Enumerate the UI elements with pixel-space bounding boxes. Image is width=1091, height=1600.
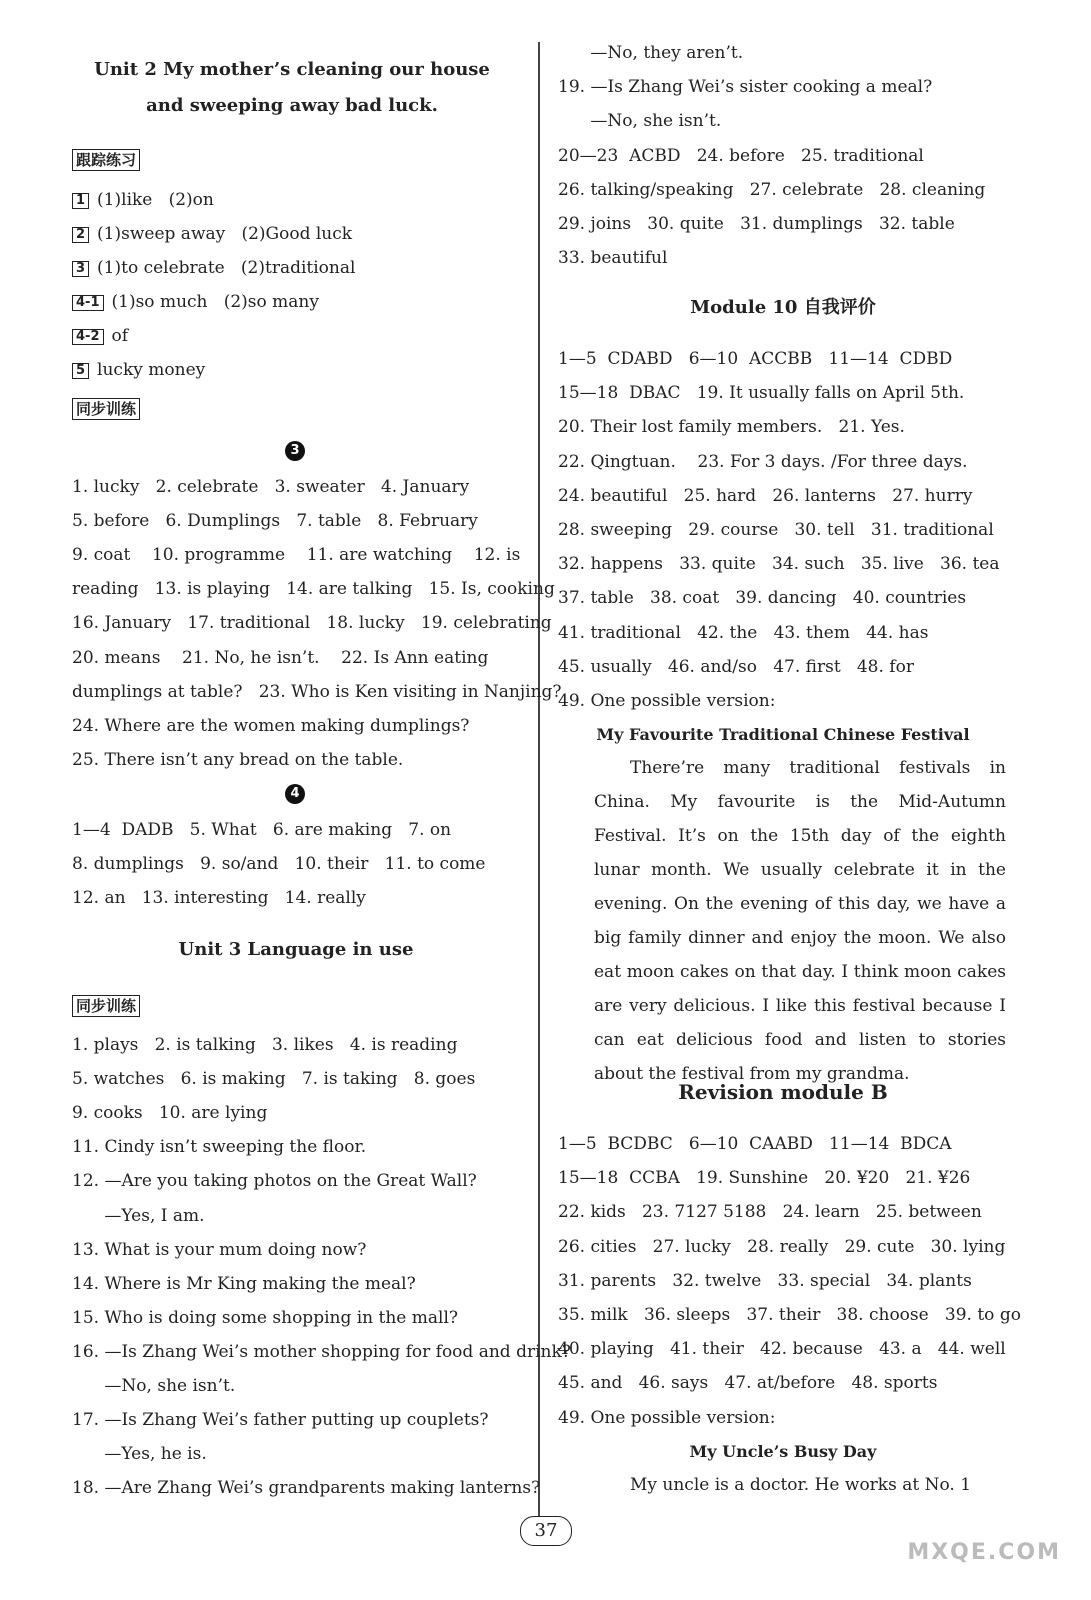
unit3-line: 13. What is your mum doing now? <box>72 1239 367 1260</box>
unit2-title-line2: and sweeping away bad luck. <box>146 95 438 116</box>
badge-sync-training-2: 同步训练 <box>72 995 140 1017</box>
track-item-number: 3 <box>72 261 89 277</box>
track-item <box>72 189 214 211</box>
rtop-line: 26. talking/speaking 27. celebrate 28. cleaning <box>558 179 986 200</box>
track-item <box>72 223 352 245</box>
sec4-line: 8. dumplings 9. so/and 10. their 11. to come <box>72 854 486 874</box>
unit3-line: 18. —Are Zhang Wei’s grandparents making lanterns? <box>72 1478 541 1499</box>
sec3-line: 16. January 17. traditional 18. lucky 19. celebrating <box>72 613 552 634</box>
unit3-line: 9. cooks 10. are lying <box>72 1103 268 1124</box>
track-item <box>72 291 319 313</box>
unit2-title-line1: Unit 2 My mother’s cleaning our house <box>94 59 490 80</box>
unit3-line: 14. Where is Mr King making the meal? <box>72 1273 416 1294</box>
rtop-line: 29. joins 30. quite 31. dumplings 32. table <box>558 214 955 234</box>
rtop-line: —No, they aren’t. <box>558 43 744 63</box>
sec3-line: 9. coat 10. programme 11. are watching 12. is <box>72 545 521 566</box>
m10-line: 45. usually 46. and/so 47. first 48. for <box>558 656 914 677</box>
essay2-text: My uncle is a doctor. He works at No. 1 <box>630 1475 972 1495</box>
track-item-text: of <box>111 326 129 346</box>
rev-line: 31. parents 32. twelve 33. special 34. plants <box>558 1270 972 1291</box>
badge-sync-training-1: 同步训练 <box>72 398 140 420</box>
m10-line: 20. Their lost family members. 21. Yes. <box>558 417 905 438</box>
rtop-line: 19. —Is Zhang Wei’s sister cooking a meal? <box>558 77 933 98</box>
m10-line: 1—5 CDABD 6—10 ACCBB 11—14 CDBD <box>558 349 953 369</box>
rev-line: 49. One possible version: <box>558 1407 776 1428</box>
unit3-line: —No, she isn’t. <box>72 1376 236 1396</box>
m10-line: 37. table 38. coat 39. dancing 40. countries <box>558 588 967 609</box>
m10-line: 32. happens 33. quite 34. such 35. live 36. tea <box>558 554 1000 575</box>
unit3-line: 17. —Is Zhang Wei’s father putting up couplets? <box>72 1410 489 1431</box>
sec3-line: dumplings at table? 23. Who is Ken visiting in Nanjing? <box>72 681 562 702</box>
track-item-number: 4-1 <box>72 295 104 311</box>
rev-line: 22. kids 23. 7127 5188 24. learn 25. between <box>558 1202 982 1223</box>
rev-line: 40. playing 41. their 42. because 43. a 44. well <box>558 1339 1006 1360</box>
track-item-text: (1)so much (2)so many <box>111 292 319 312</box>
rev-line: 15—18 CCBA 19. Sunshine 20. ¥20 21. ¥26 <box>558 1168 971 1189</box>
track-item-text: lucky money <box>97 360 206 380</box>
rtop-line: 20—23 ACBD 24. before 25. traditional <box>558 145 924 166</box>
m10-line: 15—18 DBAC 19. It usually falls on April 5th. <box>558 383 965 404</box>
rtop-line: 33. beautiful <box>558 248 668 269</box>
section-4-marker: 4 <box>285 784 305 804</box>
track-item-text: (1)like (2)on <box>97 190 214 210</box>
track-item-text: (1)to celebrate (2)traditional <box>97 258 356 278</box>
rev-line: 35. milk 36. sleeps 37. their 38. choose 39. to go <box>558 1305 1021 1325</box>
track-item <box>72 325 128 347</box>
m10-line: 28. sweeping 29. course 30. tell 31. traditional <box>558 520 994 540</box>
unit3-line: 1. plays 2. is talking 3. likes 4. is reading <box>72 1035 458 1055</box>
unit3-line: 16. —Is Zhang Wei’s mother shopping for food and drink? <box>72 1341 571 1362</box>
m10-line: 49. One possible version: <box>558 691 776 711</box>
unit3-line: —Yes, he is. <box>72 1444 207 1465</box>
rev-line: 26. cities 27. lucky 28. really 29. cute 30. lying <box>558 1236 1006 1257</box>
unit3-line: 11. Cindy isn’t sweeping the floor. <box>72 1137 367 1158</box>
m10-line: 22. Qingtuan. 23. For 3 days. /For three days. <box>558 451 968 472</box>
page-number: 37 <box>520 1516 572 1546</box>
sec3-line: 24. Where are the women making dumplings? <box>72 715 470 736</box>
unit3-line: 15. Who is doing some shopping in the mall? <box>72 1307 459 1328</box>
sec3-line: reading 13. is playing 14. are talking 15. Is, cooking <box>72 579 555 600</box>
sec3-line: 25. There isn’t any bread on the table. <box>72 749 404 770</box>
watermark: MXQE.COM <box>907 1540 1061 1565</box>
column-divider <box>538 42 540 1522</box>
track-item-number: 4-2 <box>72 329 104 345</box>
rev-line: 1—5 BCDBC 6—10 CAABD 11—14 BDCA <box>558 1134 952 1154</box>
track-item-number: 5 <box>72 363 89 379</box>
sec3-line: 1. lucky 2. celebrate 3. sweater 4. January <box>72 477 470 497</box>
track-item <box>72 257 355 279</box>
section-3-marker: 3 <box>285 441 305 461</box>
sec4-line: 1—4 DADB 5. What 6. are making 7. on <box>72 820 452 840</box>
unit3-line: 12. —Are you taking photos on the Great Wall? <box>72 1171 477 1192</box>
badge-track-practice: 跟踪练习 <box>72 149 140 171</box>
track-item-number: 1 <box>72 193 89 209</box>
unit3-line: —Yes, I am. <box>72 1205 205 1226</box>
sec3-line: 20. means 21. No, he isn’t. 22. Is Ann eating <box>72 647 489 668</box>
revision-module-b-title: Revision module B <box>678 1080 888 1104</box>
track-item-number: 2 <box>72 227 89 243</box>
unit3-line: 5. watches 6. is making 7. is taking 8. goes <box>72 1069 476 1090</box>
track-item <box>72 359 205 381</box>
essay1-text: There’re many traditional festivals in China. My favourite is the Mid-Autumn Festival. It’s on the 15th day of the eighth lunar month. We usually celebrate it in the evening. On the evening of this day, we have a big family dinner and enjoy the moon. We also eat moon cakes on that day. I think moon cakes are very delicious. I like this festival because I can eat delicious food and listen to stories about the festival from my grandma. <box>594 758 1006 1084</box>
track-item-text: (1)sweep away (2)Good luck <box>97 224 353 244</box>
unit3-title: Unit 3 Language in use <box>178 939 414 960</box>
essay1-title: My Favourite Traditional Chinese Festival <box>596 725 970 744</box>
m10-line: 24. beautiful 25. hard 26. lanterns 27. hurry <box>558 485 973 506</box>
essay2-title: My Uncle’s Busy Day <box>689 1442 877 1461</box>
sec3-line: 5. before 6. Dumplings 7. table 8. February <box>72 511 478 532</box>
module10-title: Module 10 自我评价 <box>690 297 876 318</box>
rtop-line: —No, she isn’t. <box>558 111 722 132</box>
sec4-line: 12. an 13. interesting 14. really <box>72 888 366 908</box>
rev-line: 45. and 46. says 47. at/before 48. sports <box>558 1373 938 1394</box>
m10-line: 41. traditional 42. the 43. them 44. has <box>558 622 929 643</box>
